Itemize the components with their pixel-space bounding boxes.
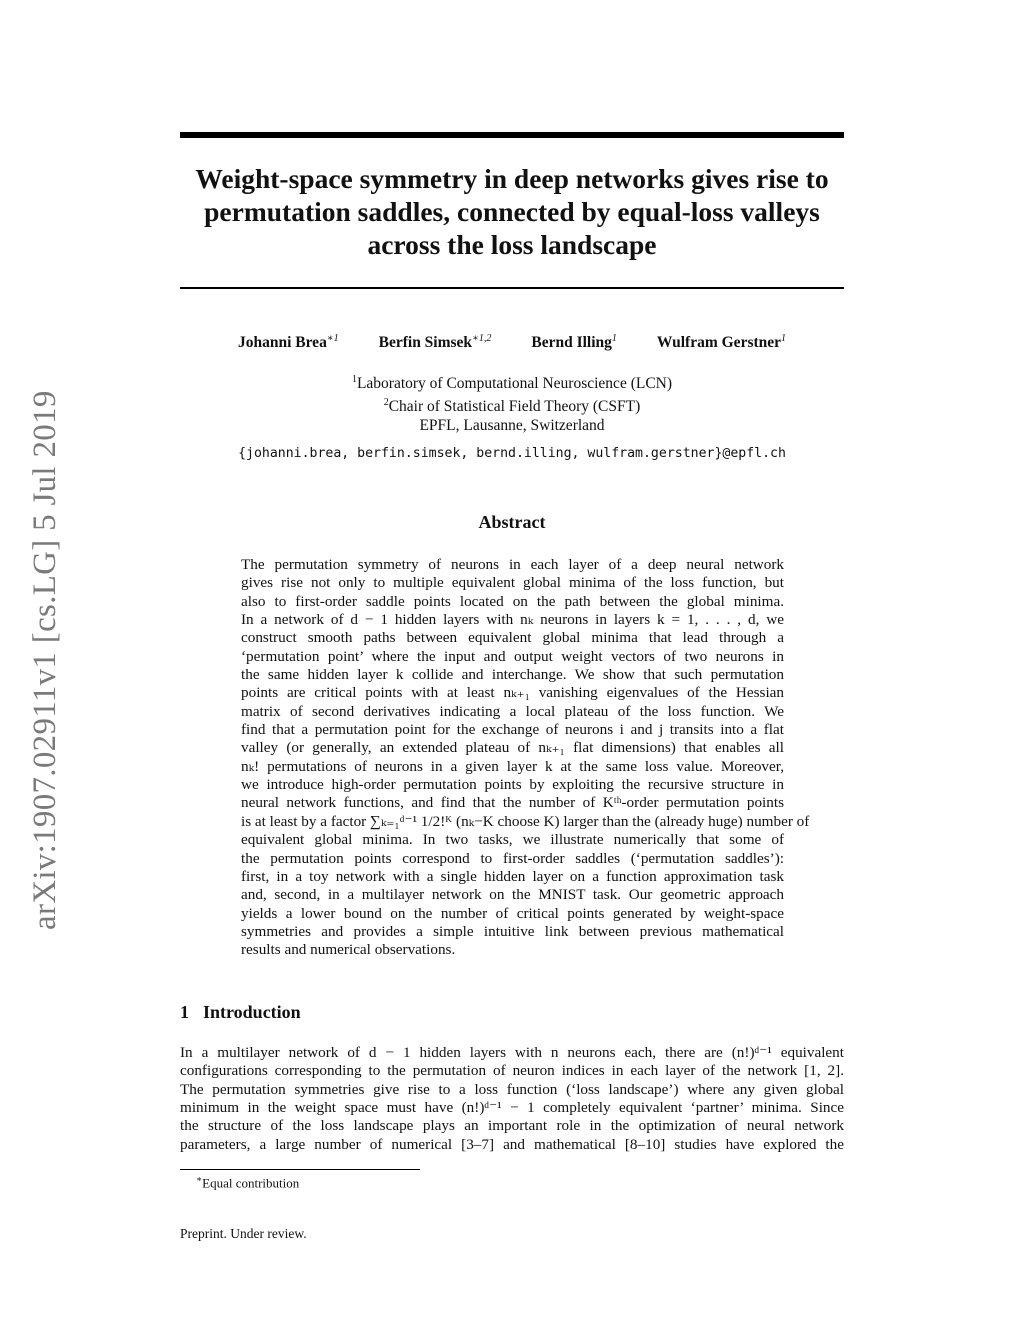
abstract-line: equivalent global minima. In two tasks, we illustrate numerically that some of [241,831,784,849]
affiliation-2: $^2$Chair of Statistical Field Theory (CSFT) [383,397,641,416]
intro-line: configurations corresponding to the permutation of neuron indices in each layer of the network [1, 2]. [180,1062,844,1080]
intro-line: The permutation symmetries give rise to a loss function (‘loss landscape’) where any given global [180,1080,844,1098]
title-line: across the loss landscape [367,229,657,260]
abstract-line: gives rise not only to multiple equivalent global minima of the loss function, but [241,574,784,592]
footnote-rule [180,1169,420,1170]
footnote: ∗Equal contribution [196,1174,300,1191]
author: Wulfram Gerstner$^1$ [656,333,787,352]
abstract-line: yields a lower bound on the number of critical points generated by weight-space [241,904,784,922]
abstract-line: first, in a toy network with a single hidden layer on a function approximation task [241,867,784,885]
author: Johanni Brea$^{∗1}$ [237,333,339,352]
affiliation-place: EPFL, Lausanne, Switzerland [419,417,605,435]
affiliation-1: $^1$Laboratory of Computational Neuroscience (LCN) [351,374,673,393]
title-line: Weight-space symmetry in deep networks gives rise to [195,163,829,194]
abstract-line: points are critical points with at least nₖ₊₁ vanishing eigenvalues of the Hessian [241,684,784,702]
author-emails: {johanni.brea, berfin.simsek, bernd.illing, wulfram.gerstner}@epfl.ch [238,446,786,461]
abstract-line: we introduce high-order permutation points by exploiting the recursive structure in [241,776,784,794]
abstract-line: is at least by a factor ∑ₖ₌₁ᵈ⁻¹ 1/2!ᴷ (nₖ−K choose K) larger than the (already huge) number of [241,812,810,830]
abstract-line: symmetries and provides a simple intuitive link between previous mathematical [241,922,784,940]
section-title: Introduction [203,1002,301,1022]
abstract-line: construct smooth paths between equivalent global minima that lead through a [241,629,784,647]
intro-line: parameters, a large number of numerical [3–7] and mathematical [8–10] studies have explored the [180,1135,844,1153]
arxiv-sidebar-stamp: arXiv:1907.02911v1 [cs.LG] 5 Jul 2019 [27,390,63,930]
abstract-line: the permutation points correspond to first-order saddles (‘permutation saddles’): [241,849,784,867]
author: Berfin Simsek$^{∗1,2}$ [378,333,492,352]
title-bottom-rule [180,287,844,289]
abstract-line: The permutation symmetry of neurons in each layer of a deep neural network [241,556,784,573]
intro-line: In a multilayer network of d − 1 hidden layers with n neurons each, there are (n!)ᵈ⁻¹ equivalent [180,1044,844,1061]
preprint-notice: Preprint. Under review. [180,1226,307,1241]
abstract-line: find that a permutation point for the exchange of neurons i and j transits into a flat [241,721,784,739]
abstract-line: also to first-order saddle points located on the path between the global minima. [241,592,784,610]
abstract-line: valley (or generally, an extended plateau of nₖ₊₁ flat dimensions) that enables all [241,739,784,757]
abstract-line: In a network of d − 1 hidden layers with nₖ neurons in layers k = 1, . . . , d, we [241,611,784,629]
abstract-body [241,556,810,960]
paper-title [160,162,864,261]
abstract-heading: Abstract [478,512,546,532]
abstract-line: nₖ! permutations of neurons in a given layer k at the same loss value. Moreover, [241,757,784,775]
introduction-body [180,1044,844,1154]
section-heading [180,1002,301,1023]
title-top-rule [180,132,844,138]
affiliations [180,370,844,435]
title-line: permutation saddles, connected by equal-loss valleys [204,196,820,227]
section-number: 1 [180,1002,189,1022]
abstract-line: the same hidden layer k collide and interchange. We show that such permutation [241,666,784,684]
abstract-line: results and numerical observations. [241,941,456,959]
intro-line: minimum in the weight space must have (n!)ᵈ⁻¹ − 1 completely equivalent ‘partner’ minima. Since [180,1099,844,1117]
author-list [180,333,844,352]
abstract-line: neural network functions, and find that the number of Kᵗʰ-order permutation points [241,794,784,812]
abstract-line: ‘permutation point’ where the input and output weight vectors of two neurons in [241,647,784,665]
abstract-line: and, second, in a multilayer network on the MNIST task. Our geometric approach [241,886,784,904]
intro-line: the structure of the loss landscape plays an important role in the optimization of neural network [180,1117,844,1135]
author: Bernd Illing$^1$ [531,333,617,352]
abstract-line: matrix of second derivatives indicating a local plateau of the loss function. We [241,702,784,720]
